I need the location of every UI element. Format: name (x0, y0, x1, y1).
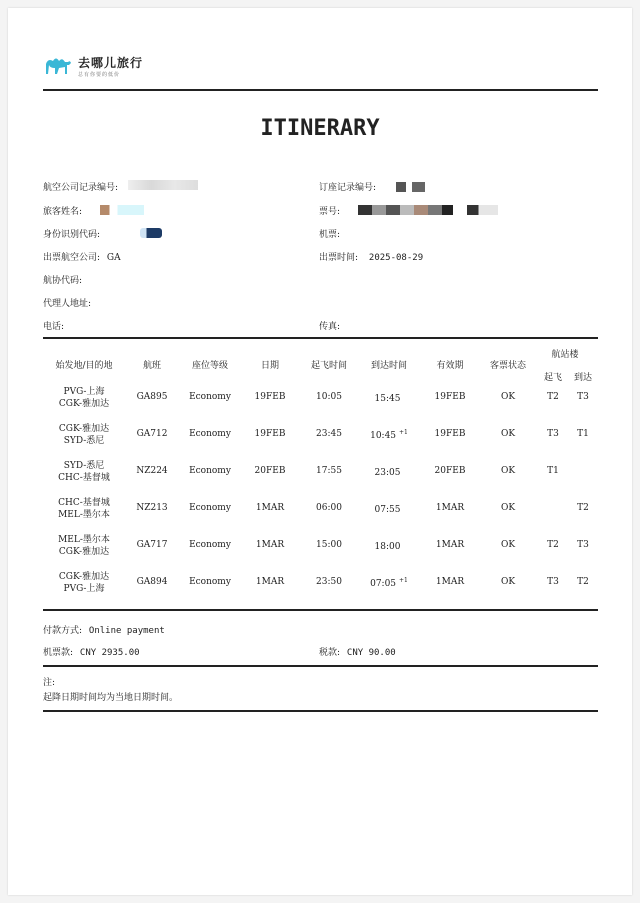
cell-date: 1MAR (255, 540, 285, 550)
tax-value: CNY 90.00 (346, 648, 396, 658)
arr-time: 07:05 (370, 579, 397, 589)
cell-dep: 15:00 (316, 540, 342, 550)
payment-method-label: 付款方式: (43, 626, 83, 636)
cell-valid: 1MAR (435, 503, 465, 513)
cell-valid: 20FEB (434, 466, 466, 476)
route-to: CGK-雅加达 (58, 399, 110, 409)
col-header-status: 客票状态 (489, 361, 526, 371)
issue-time (319, 250, 423, 263)
route-from: SYD-悉尼 (63, 461, 105, 471)
cell-valid: 1MAR (435, 540, 465, 550)
route-from: PVG-上海 (63, 387, 105, 397)
col-header-term-dep: 起飞 (543, 373, 562, 383)
redacted-block (358, 205, 498, 215)
cell-class: Economy (189, 392, 231, 402)
header-rule (43, 89, 598, 91)
cell-t-arr: T1 (577, 429, 589, 439)
cell-dep: 23:45 (316, 429, 342, 439)
cell-status: OK (500, 503, 516, 513)
cell-flight: GA712 (136, 429, 168, 439)
next-day-marker: +1 (399, 429, 408, 436)
cell-class: Economy (189, 540, 231, 550)
cell-class: Economy (189, 466, 231, 476)
col-header-dep: 起飞时间 (310, 361, 347, 371)
col-header-valid: 有效期 (436, 361, 464, 371)
camel-icon (44, 54, 74, 78)
cell-valid: 19FEB (434, 429, 466, 439)
table-top-rule (43, 337, 598, 339)
notes-label: 注: (43, 678, 56, 688)
redacted-block (140, 228, 162, 238)
notes-text: 起降日期时间均为当地日期时间。 (43, 693, 179, 703)
booking-record-label: 订座记录编号: (319, 183, 377, 193)
redacted-block (128, 180, 198, 190)
col-header-flight: 航班 (142, 361, 161, 371)
id-label: 身份识别代码: (43, 230, 101, 240)
cell-flight: NZ224 (136, 466, 168, 476)
cell-t-arr: T2 (577, 577, 589, 587)
col-header-date: 日期 (260, 361, 279, 371)
cell-arr (360, 429, 418, 441)
tax-label: 税款: (319, 648, 341, 658)
cell-status: OK (500, 540, 516, 550)
arr-time: 10:45 (370, 431, 397, 441)
cell-date: 1MAR (255, 577, 285, 587)
cell-arr (360, 577, 418, 589)
table-bottom-rule (43, 609, 598, 611)
route-cell (44, 571, 124, 595)
route-from: MEL-墨尔本 (58, 535, 110, 545)
cell-arr (360, 503, 418, 515)
route-to: CGK-雅加达 (58, 547, 110, 557)
payment-rule (43, 665, 598, 667)
route-cell (44, 386, 124, 410)
brand-slogan: 总有你要的低价 (78, 72, 121, 78)
ticket-no-label: 票号: (319, 207, 341, 217)
fare-value: CNY 2935.00 (79, 648, 140, 658)
fare (43, 645, 140, 658)
col-header-term-arr: 到达 (573, 373, 592, 383)
route-cell (44, 423, 124, 447)
agent-address-label: 代理人地址: (43, 299, 92, 309)
cell-class: Economy (189, 577, 231, 587)
page-title: ITINERARY (260, 116, 380, 141)
redacted-block (100, 205, 144, 215)
issue-time-label: 出票时间: (319, 253, 359, 263)
fare-label: 机票款: (43, 648, 74, 658)
route-to: CHC-基督城 (58, 473, 110, 483)
issuing-airline-value: GA (106, 253, 121, 263)
issuing-airline-label-text: 出票航空公司: (43, 253, 101, 263)
cell-class: Economy (189, 429, 231, 439)
cell-t-dep: T1 (547, 466, 559, 476)
cell-dep: 23:50 (316, 577, 342, 587)
fax-label: 传真: (319, 322, 341, 332)
route-cell (44, 534, 124, 558)
issue-time-value: 2025-08-29 (368, 253, 424, 263)
brand-logo (44, 54, 143, 78)
cell-status: OK (500, 577, 516, 587)
next-day-marker: +1 (399, 577, 408, 584)
arr-time: 23:05 (374, 468, 401, 478)
route-from: CGK-雅加达 (58, 572, 110, 582)
cell-t-dep: T3 (547, 429, 559, 439)
col-header-terminal: 航站楼 (551, 350, 579, 360)
cell-dep: 06:00 (316, 503, 342, 513)
airline-record-label: 航空公司记录编号: (43, 183, 119, 193)
col-header-arr: 到达时间 (370, 361, 407, 371)
cell-dep: 17:55 (316, 466, 342, 476)
payment-method (43, 623, 165, 636)
payment-method-value: Online payment (88, 626, 165, 636)
ticket-label: 机票: (319, 230, 341, 240)
cell-dep: 10:05 (316, 392, 342, 402)
col-header-class: 座位等级 (191, 361, 228, 371)
cell-arr (360, 466, 418, 478)
route-from: CHC-基督城 (58, 498, 110, 508)
cell-flight: GA895 (136, 392, 168, 402)
cell-arr (360, 540, 418, 552)
notes-rule (43, 710, 598, 712)
arr-time: 18:00 (374, 542, 401, 552)
route-to: MEL-墨尔本 (58, 510, 110, 520)
partner-code-label: 航协代码: (43, 276, 83, 286)
cell-status: OK (500, 466, 516, 476)
passenger-label: 旅客姓名: (43, 207, 83, 217)
cell-date: 19FEB (254, 429, 286, 439)
route-to: SYD-悉尼 (63, 436, 105, 446)
phone-label: 电话: (43, 322, 65, 332)
itinerary-sheet (8, 8, 632, 895)
cell-date: 1MAR (255, 503, 285, 513)
cell-date: 19FEB (254, 392, 286, 402)
issuing-airline-label (43, 250, 121, 263)
route-cell (44, 497, 124, 521)
cell-date: 20FEB (254, 466, 286, 476)
cell-arr (360, 392, 418, 404)
cell-flight: GA717 (136, 540, 168, 550)
cell-t-arr: T2 (577, 503, 589, 513)
route-to: PVG-上海 (63, 584, 105, 594)
route-cell (44, 460, 124, 484)
cell-flight: NZ213 (136, 503, 168, 513)
cell-t-dep: T2 (547, 540, 559, 550)
arr-time: 07:55 (374, 505, 401, 515)
cell-t-arr: T3 (577, 392, 589, 402)
cell-valid: 19FEB (434, 392, 466, 402)
arr-time: 15:45 (374, 394, 401, 404)
cell-valid: 1MAR (435, 577, 465, 587)
tax (319, 645, 396, 658)
cell-t-arr: T3 (577, 540, 589, 550)
brand-name: 去哪儿旅行 (78, 56, 144, 70)
cell-t-dep: T3 (547, 577, 559, 587)
redacted-block (393, 182, 425, 192)
cell-class: Economy (189, 503, 231, 513)
route-from: CGK-雅加达 (58, 424, 110, 434)
cell-flight: GA894 (136, 577, 168, 587)
cell-t-dep: T2 (547, 392, 559, 402)
col-header-route: 始发地/目的地 (55, 361, 113, 371)
cell-status: OK (500, 429, 516, 439)
cell-status: OK (500, 392, 516, 402)
